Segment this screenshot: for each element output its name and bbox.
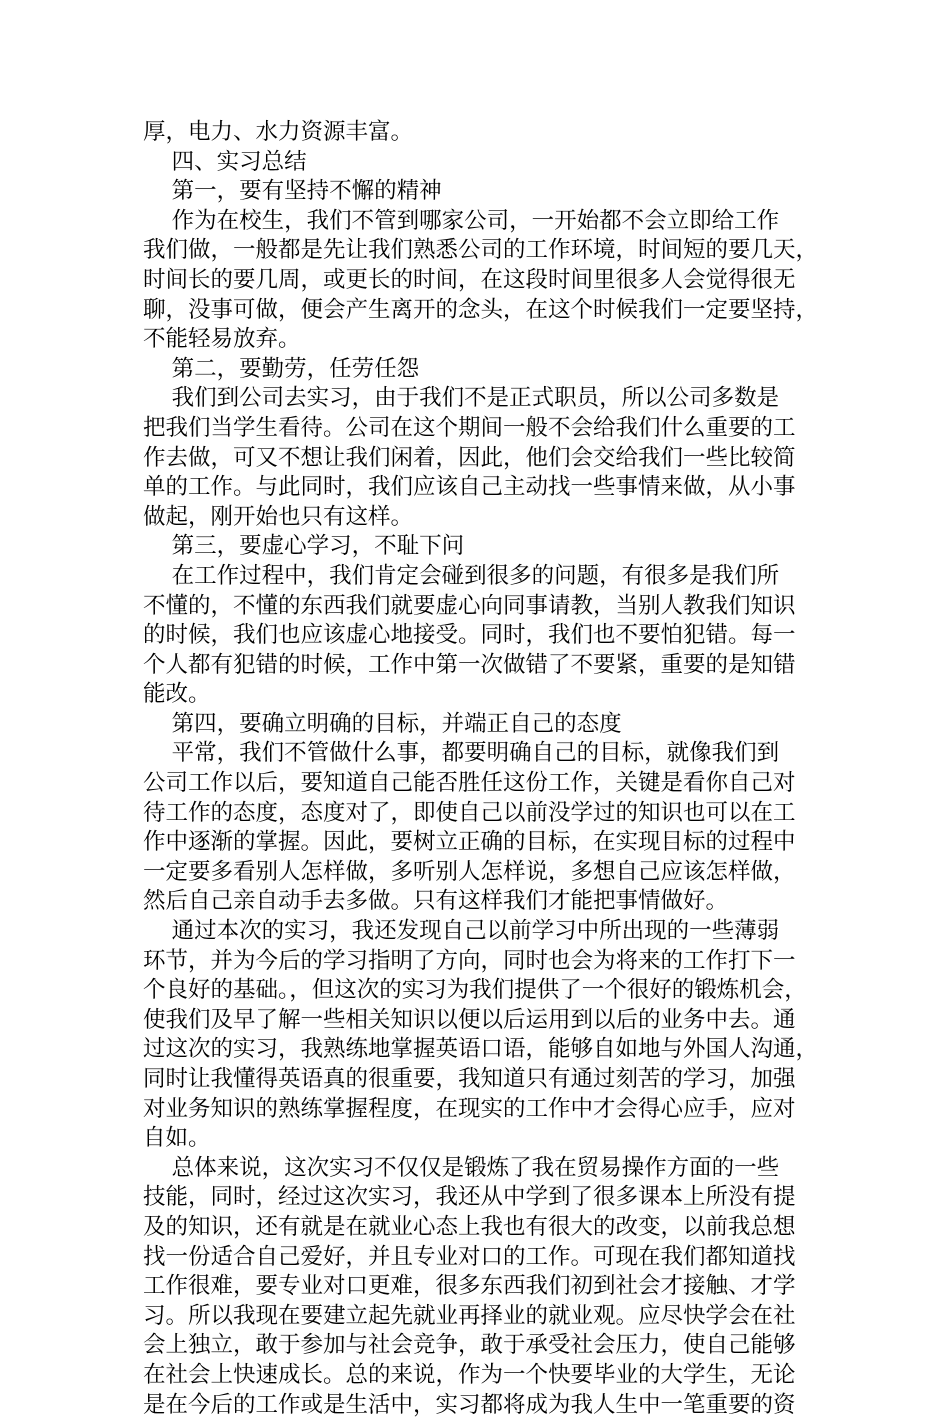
text-line: 会上独立，敢于参加与社会竞争，敢于承受社会压力，使自己能够 [143,1332,796,1359]
text-line: 厚，电力、水力资源丰富。 [143,119,414,145]
text-line: 能改。 [143,681,211,708]
text-line: 自如。 [143,1125,211,1152]
text-line: 聊，没事可做，便会产生离开的念头，在这个时候我们一定要坚持， [143,296,819,323]
text-line: 不懂的，不懂的东西我们就要虚心向同事请教，当别人教我们知识 [143,592,796,619]
text-line: 一定要多看别人怎样做，多听别人怎样说，多想自己应该怎样做， [143,858,796,885]
text-line: 第四，要确立明确的目标，并端正自己的态度 [143,710,622,737]
text-line: 技能，同时，经过这次实习，我还从中学到了很多课本上所没有提 [143,1184,796,1211]
text-line: 同时让我懂得英语真的很重要，我知道只有通过刻苦的学习，加强 [143,1066,796,1092]
text-line: 作去做，可又不想让我们闲着，因此，他们会交给我们一些比较简 [143,444,796,471]
text-line: 个人都有犯错的时候，工作中第一次做错了不要紧，重要的是知错 [143,651,796,678]
text-line: 作中逐渐的掌握。因此，要树立正确的目标，在实现目标的过程中 [143,829,796,856]
text-line: 个良好的基础。，但这次的实习为我们提供了一个很好的锻炼机会， [143,977,807,1004]
text-line: 过这次的实习，我熟练地掌握英语口语，能够自如地与外国人沟通， [143,1036,819,1063]
text-line: 我们做，一般都是先让我们熟悉公司的工作环境，时间短的要几天， [143,237,819,264]
text-line: 环节，并为今后的学习指明了方向，同时也会为将来的工作打下一 [143,947,796,974]
text-line: 不能轻易放弃。 [143,326,301,353]
text-line: 使我们及早了解一些相关知识以便以后运用到以后的业务中去。通 [143,1006,796,1033]
text-line: 习。所以我现在要建立起先就业再择业的就业观。应尽快学会在社 [143,1302,796,1329]
text-line: 是在今后的工作或是生活中，实习都将成为我人生中一笔重要的资 [143,1391,796,1418]
text-line: 通过本次的实习，我还发现自己以前学习中所出现的一些薄弱 [143,918,780,945]
text-line: 第一，要有坚持不懈的精神 [143,178,442,205]
text-line: 在工作过程中，我们肯定会碰到很多的问题，有很多是我们所 [143,562,780,589]
text-line: 四、实习总结 [143,148,307,175]
text-line: 第三，要虚心学习，不耻下问 [143,533,465,560]
text-line: 公司工作以后，要知道自己能否胜任这份工作，关键是看你自己对 [143,770,796,797]
text-line: 总体来说，这次实习不仅仅是锻炼了我在贸易操作方面的一些 [143,1154,780,1181]
text-line: 待工作的态度，态度对了，即使自己以前没学过的知识也可以在工 [143,799,796,826]
text-line: 时间长的要几周，或更长的时间，在这段时间里很多人会觉得很无 [143,266,796,293]
text-line: 的时候，我们也应该虚心地接受。同时，我们也不要怕犯错。每一 [143,622,796,649]
text-line: 工作很难，要专业对口更难，很多东西我们初到社会才接触、才学 [143,1273,796,1300]
text-line: 把我们当学生看待。公司在这个期间一般不会给我们什么重要的工 [143,414,796,441]
text-line: 做起，刚开始也只有这样。 [143,503,414,530]
text-line: 然后自己亲自动手去多做。只有这样我们才能把事情做好。 [143,888,729,915]
text-line: 在社会上快速成长。总的来说，作为一个快要毕业的大学生，无论 [143,1361,796,1388]
text-line: 平常，我们不管做什么事，都要明确自己的目标，就像我们到 [143,740,780,767]
text-line: 及的知识，还有就是在就业心态上我也有很大的改变，以前我总想 [143,1213,796,1240]
text-line: 我们到公司去实习，由于我们不是正式职员，所以公司多数是 [143,385,780,412]
document-body [143,118,823,1420]
text-line: 对业务知识的熟练掌握程度，在现实的工作中才会得心应手，应对 [143,1095,796,1122]
text-line: 第二，要勤劳，任劳任怨 [143,355,420,382]
text-line: 找一份适合自己爱好，并且专业对口的工作。可现在我们都知道找 [143,1243,796,1270]
text-line: 作为在校生，我们不管到哪家公司，一开始都不会立即给工作 [143,207,780,234]
text-line: 单的工作。与此同时，我们应该自己主动找一些事情来做，从小事 [143,474,796,501]
